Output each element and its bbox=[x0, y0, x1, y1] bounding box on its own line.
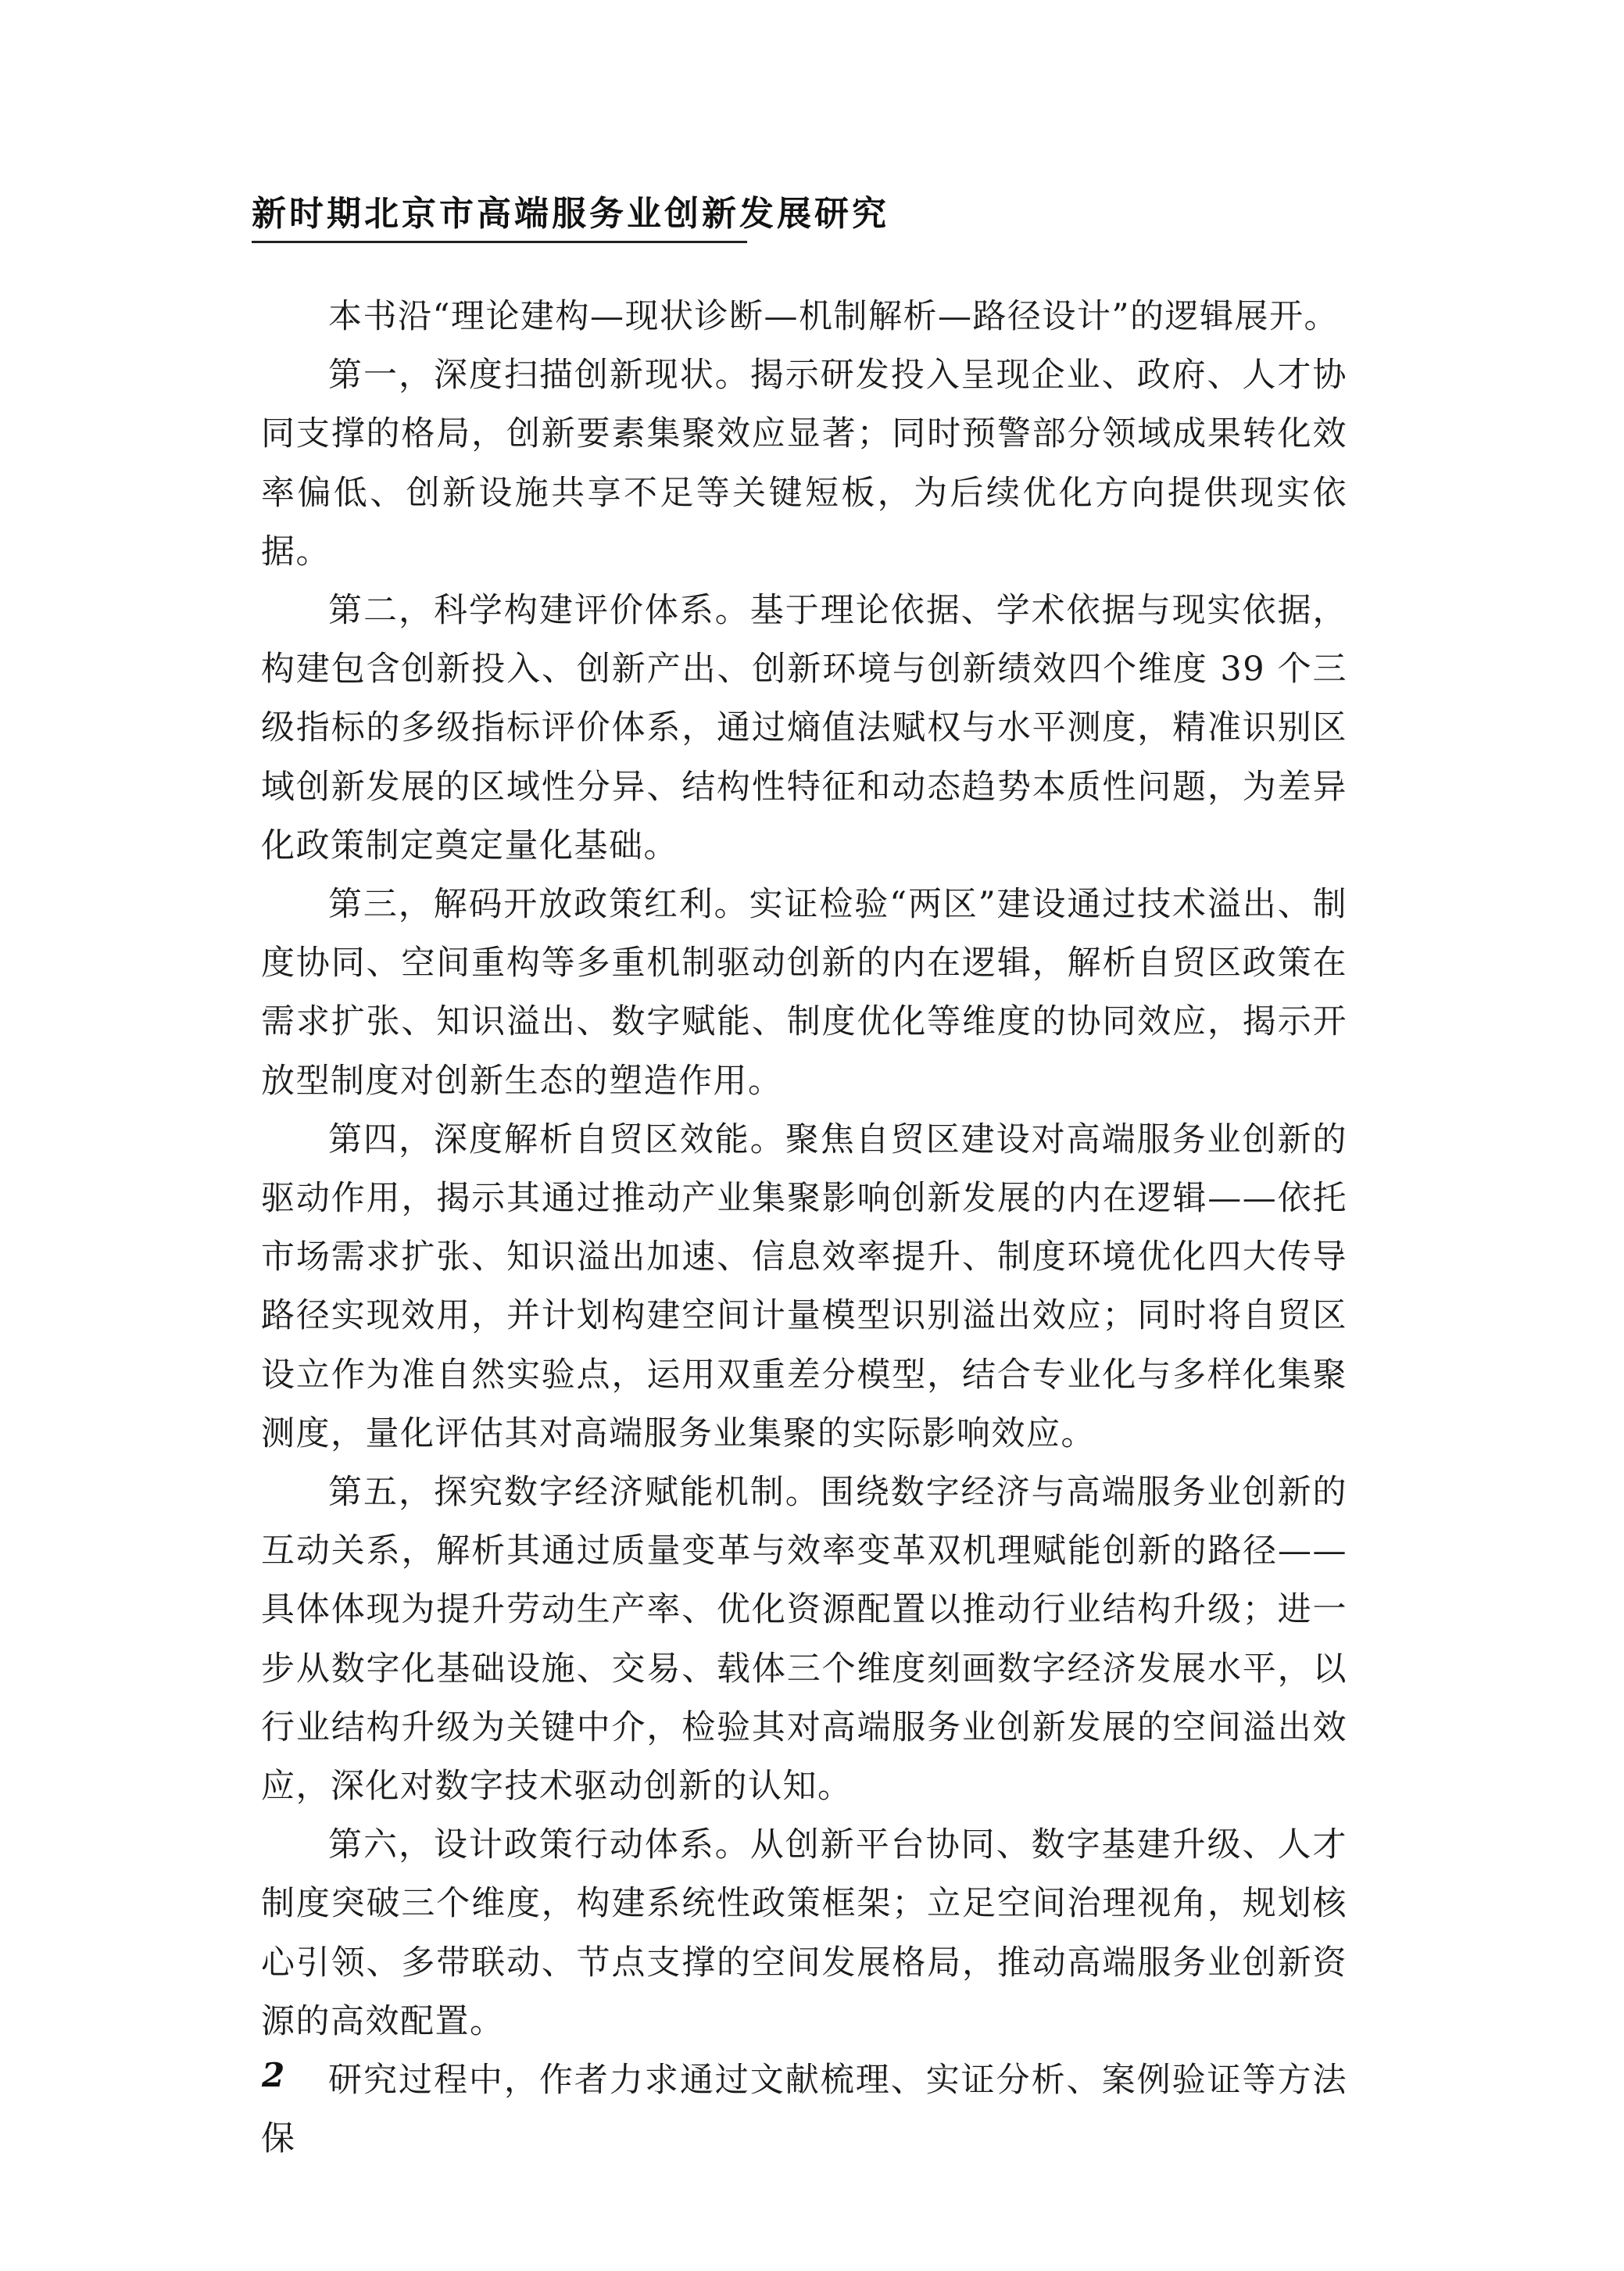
paragraph-second: 第二，科学构建评价体系。基于理论依据、学术依据与现实依据，构建包含创新投入、创新产出、创新环境与创新绩效四个维度 39 个三级指标的多级指标评价体系，通过熵值法赋权与水平测度，精准识别区域创新发展的区域性分异、结构性特征和动态趋势本质性问题，为差异化政策制定奠定量化基础。 bbox=[261, 591, 1347, 865]
paragraph-first: 第一，深度扫描创新现状。揭示研发投入呈现企业、政府、人才协同支撑的格局，创新要素集聚效应显著；同时预警部分领域成果转化效率偏低、创新设施共享不足等关键短板，为后续优化方向提供现实依据。 bbox=[261, 356, 1347, 571]
running-header-title: 新时期北京市高端服务业创新发展研究 bbox=[252, 194, 889, 234]
paragraph-intro: 本书沿“理论建构—现状诊断—机制解析—路径设计”的逻辑展开。 bbox=[328, 297, 1339, 336]
header-rule bbox=[252, 241, 747, 243]
page-number: 2 bbox=[262, 2056, 285, 2094]
paragraph-research-process: 研究过程中，作者力求通过文献梳理、实证分析、案例验证等方法保 bbox=[261, 2061, 1347, 2159]
body-text bbox=[261, 288, 1347, 2169]
paragraph-third: 第三，解码开放政策红利。实证检验“两区”建设通过技术溢出、制度协同、空间重构等多重机制驱动创新的内在逻辑，解析自贸区政策在需求扩张、知识溢出、数字赋能、制度优化等维度的协同效应，揭示开放型制度对创新生态的塑造作用。 bbox=[261, 885, 1347, 1101]
paragraph-fifth: 第五，探究数字经济赋能机制。围绕数字经济与高端服务业创新的互动关系，解析其通过质量变革与效率变革双机理赋能创新的路径——具体体现为提升劳动生产率、优化资源配置以推动行业结构升级；进一步从数字化基础设施、交易、载体三个维度刻画数字经济发展水平，以行业结构升级为关键中介，检验其对高端服务业创新发展的空间溢出效应，深化对数字技术驱动创新的认知。 bbox=[261, 1473, 1347, 1807]
paragraph-sixth: 第六，设计政策行动体系。从创新平台协同、数字基建升级、人才制度突破三个维度，构建系统性政策框架；立足空间治理视角，规划核心引领、多带联动、节点支撑的空间发展格局，推动高端服务业创新资源的高效配置。 bbox=[261, 1825, 1347, 2041]
paragraph-fourth: 第四，深度解析自贸区效能。聚焦自贸区建设对高端服务业创新的驱动作用，揭示其通过推动产业集聚影响创新发展的内在逻辑——依托市场需求扩张、知识溢出加速、信息效率提升、制度环境优化四大传导路径实现效用，并计划构建空间计量模型识别溢出效应；同时将自贸区设立作为准自然实验点，运用双重差分模型，结合专业化与多样化集聚测度，量化评估其对高端服务业集聚的实际影响效应。 bbox=[261, 1119, 1347, 1453]
